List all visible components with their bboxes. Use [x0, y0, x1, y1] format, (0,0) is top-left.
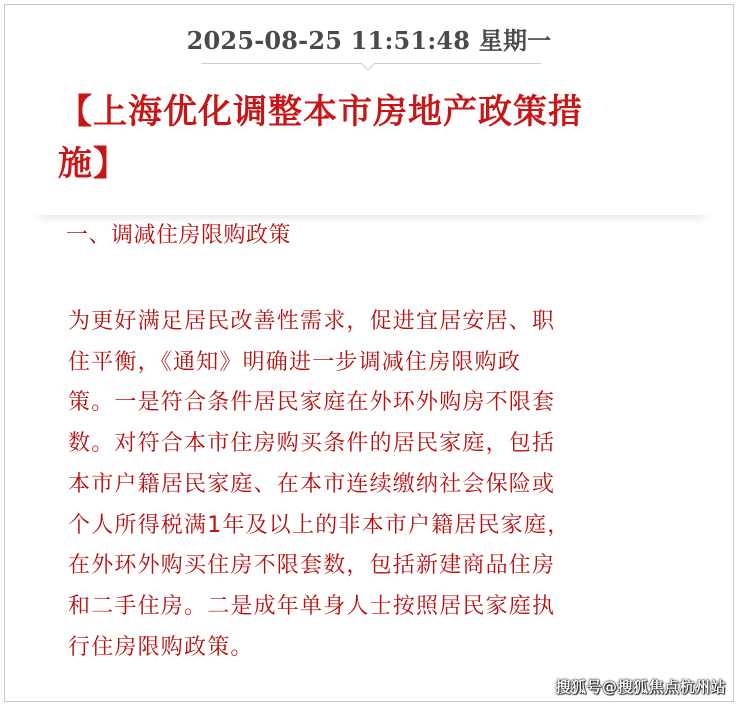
- article-body: [68, 302, 668, 668]
- body-line: 住平衡，《通知》明确进一步调减住房限购政: [68, 349, 522, 375]
- section-heading: 一、调减住房限购政策: [66, 223, 292, 248]
- datetime-label: 2025-08-25 11:51:48 星期一: [186, 26, 552, 55]
- date-bar: [5, 5, 733, 75]
- article-title-line: 【上海优化调整本市房地产政策措: [58, 92, 583, 132]
- body-line: 数。对符合本市住房购买条件的居民家庭，包括: [68, 431, 556, 457]
- body-line: 本市户籍居民家庭、在本市连续缴纳社会保险或: [68, 471, 556, 497]
- body-line: 为更好满足居民改善性需求，促进宜居安居、职: [68, 309, 556, 334]
- body-line: 个人所得税满1年及以上的非本市户籍居民家庭，: [68, 512, 571, 538]
- body-line: 和二手住房。二是成年单身人士按照居民家庭执: [68, 593, 556, 619]
- body-line: 在外环外购买住房不限套数，包括新建商品住房: [68, 553, 556, 579]
- body-line: 策。一是符合条件居民家庭在外环外购房不限套: [68, 390, 556, 416]
- body-line: 行住房限购政策。: [68, 634, 254, 660]
- article-title-line: 施】: [58, 144, 128, 184]
- source-watermark: 搜狐号@搜狐焦点杭州站: [555, 678, 726, 696]
- article-title: [58, 86, 618, 190]
